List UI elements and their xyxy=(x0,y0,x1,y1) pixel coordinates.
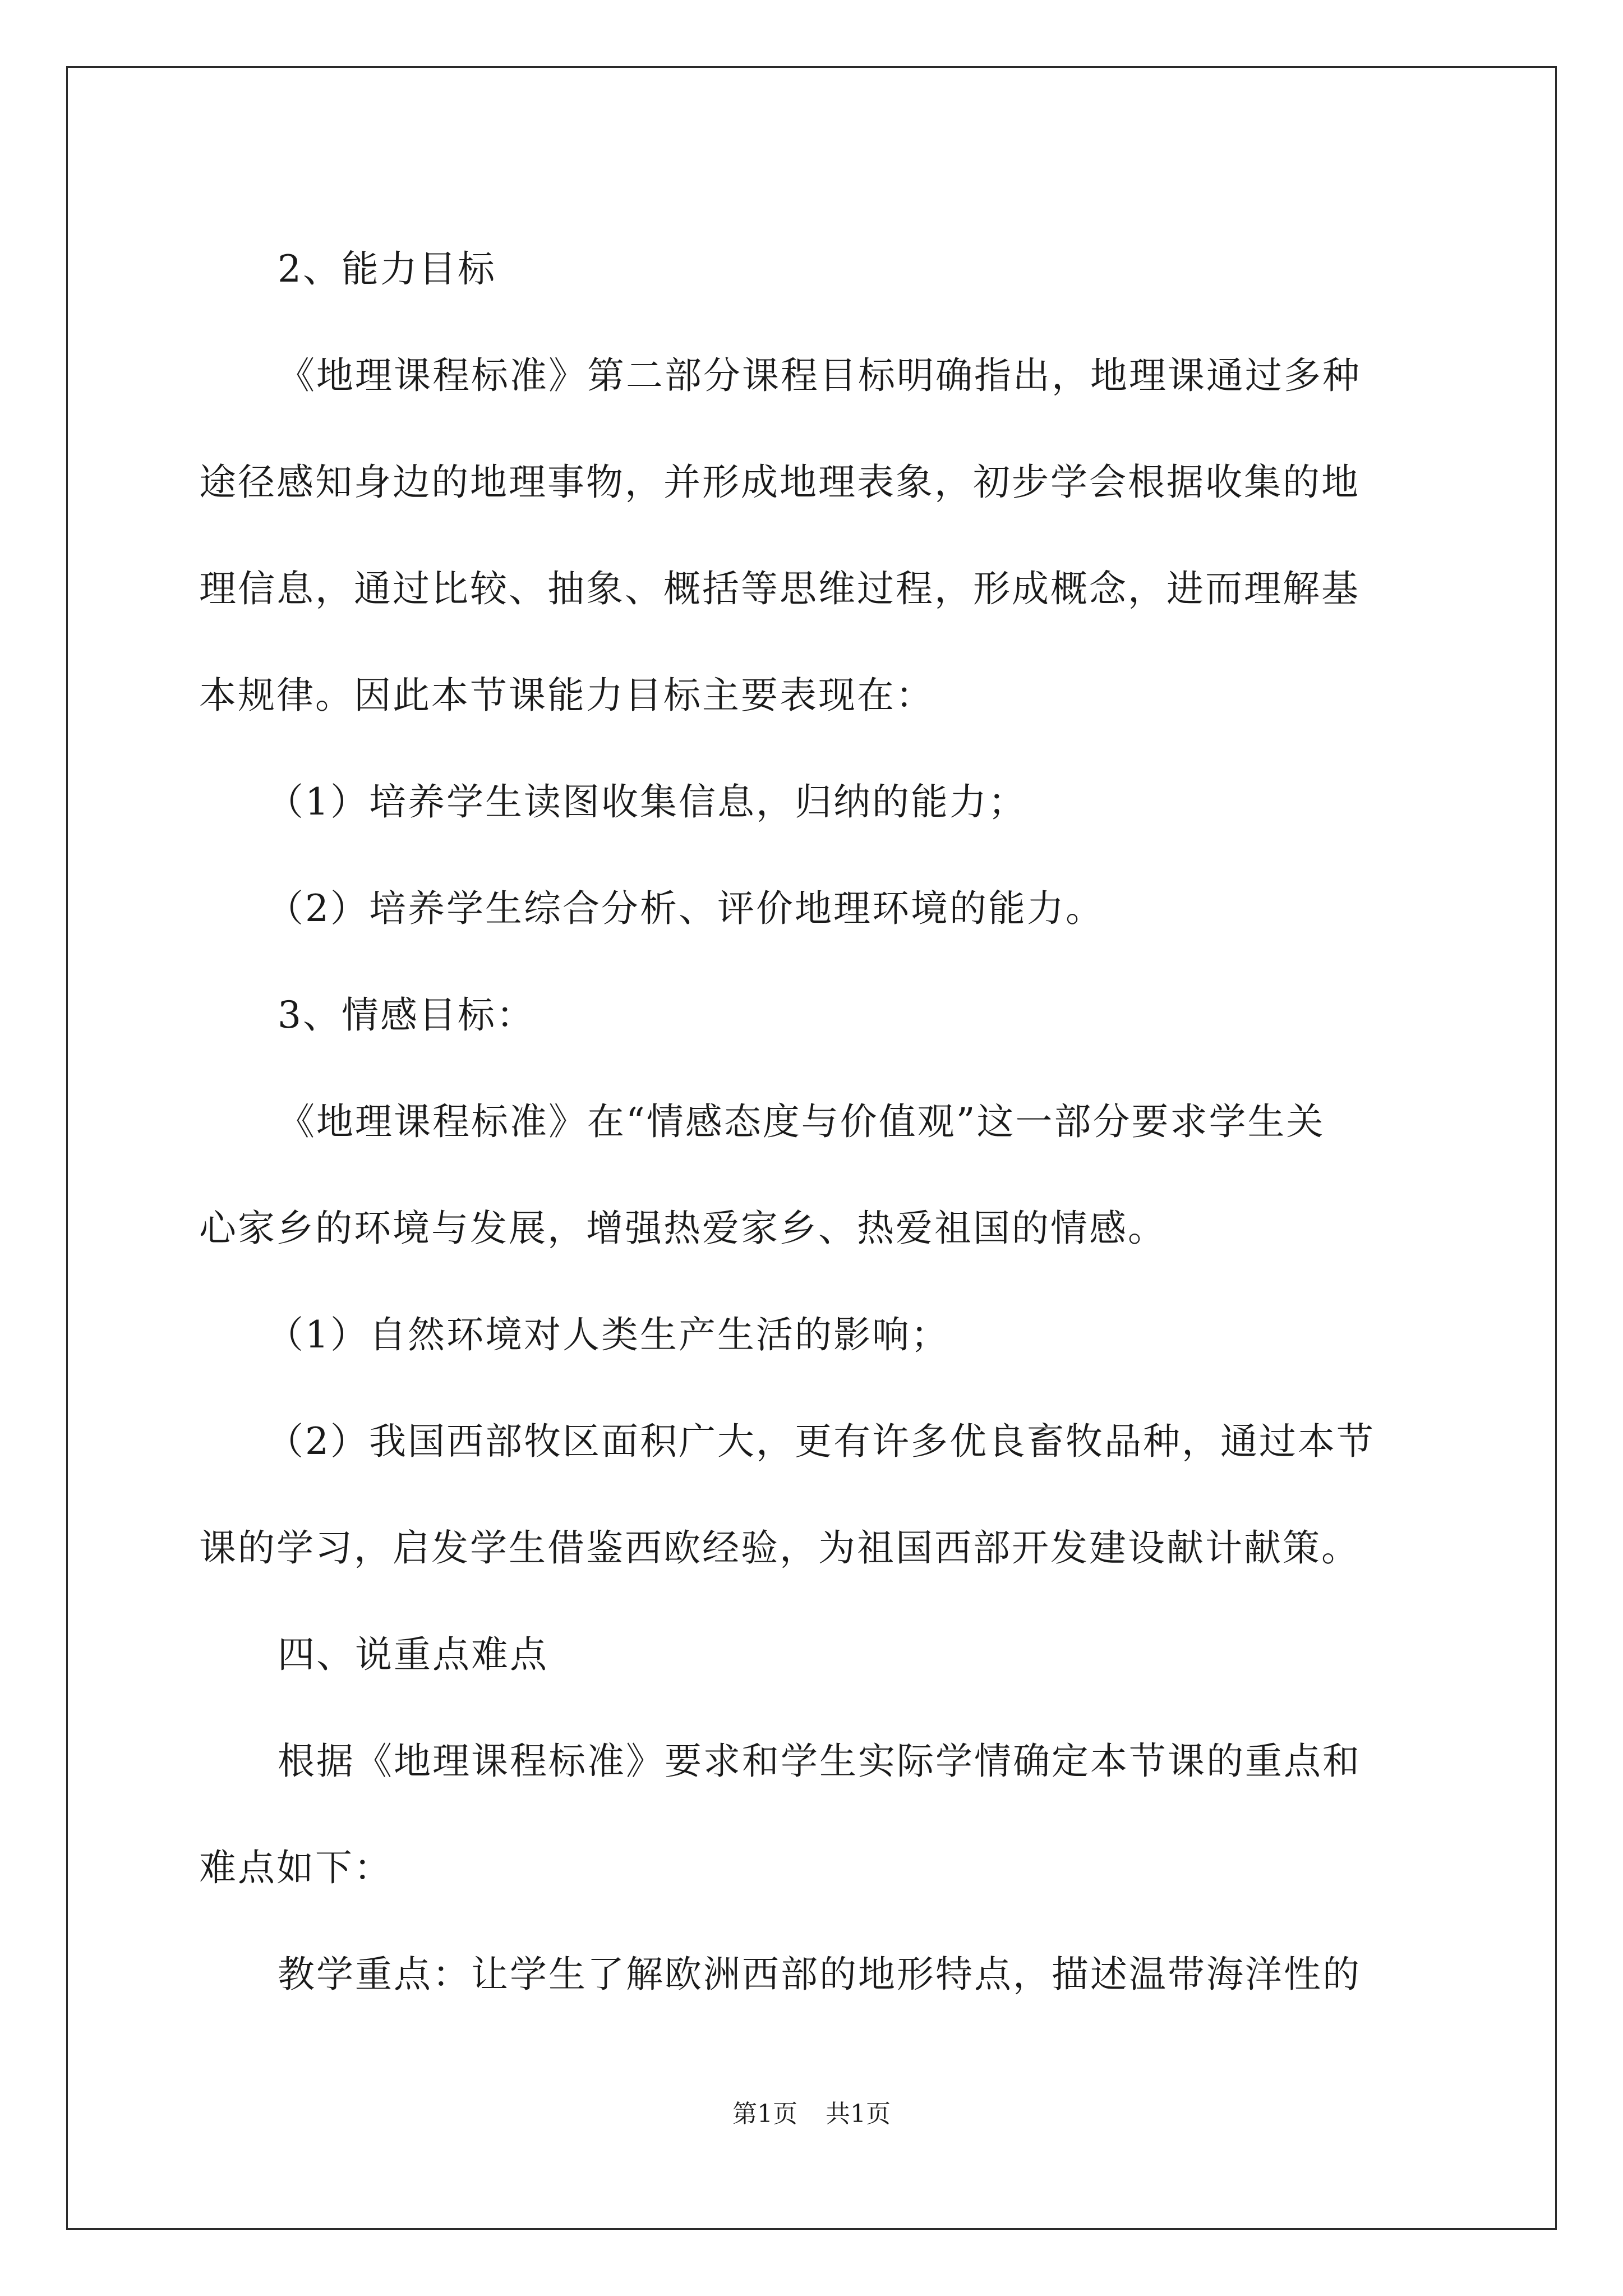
section-heading-ability-goals: 2、能力目标 xyxy=(278,247,496,291)
paragraph-line: 难点如下： xyxy=(199,1846,393,1889)
page-number-current: 第1页 xyxy=(732,2100,797,2128)
document-body xyxy=(199,216,1433,2028)
list-item: （1）自然环境对人类生产生活的影响； xyxy=(266,1313,949,1356)
paragraph-line: 根据《地理课程标准》要求和学生实际学情确定本节课的重点和 xyxy=(278,1740,1361,1783)
paragraph-line: 《地理课程标准》在“情感态度与价值观”这一部分要求学生关 xyxy=(278,1100,1325,1143)
paragraph-line: 《地理课程标准》第二部分课程目标明确指出，地理课通过多种 xyxy=(278,354,1361,397)
paragraph-line: 教学重点：让学生了解欧洲西部的地形特点，描述温带海洋性的 xyxy=(278,1953,1361,1996)
paragraph-line: 本规律。因此本节课能力目标主要表现在： xyxy=(199,674,934,717)
section-heading-emotion-goals: 3、情感目标： xyxy=(278,993,535,1037)
list-item: （1）培养学生读图收集信息，归纳的能力； xyxy=(266,780,1027,823)
section-heading-key-points: 四、说重点难点 xyxy=(278,1633,548,1676)
list-item: （2）我国西部牧区面积广大，更有许多优良畜牧品种，通过本节 xyxy=(266,1420,1375,1463)
paragraph-line: 理信息，通过比较、抽象、概括等思维过程，形成概念，进而理解基 xyxy=(199,567,1360,610)
page-footer xyxy=(0,2093,1623,2129)
paragraph-line: 课的学习，启发学生借鉴西欧经验，为祖国西部开发建设献计献策。 xyxy=(199,1526,1360,1570)
paragraph-line: 途径感知身边的地理事物，并形成地理表象，初步学会根据收集的地 xyxy=(199,461,1360,504)
paragraph-line: 心家乡的环境与发展，增强热爱家乡、热爱祖国的情感。 xyxy=(199,1207,1166,1250)
page-number-total: 共1页 xyxy=(826,2100,891,2128)
list-item: （2）培养学生综合分析、评价地理环境的能力。 xyxy=(266,887,1104,930)
